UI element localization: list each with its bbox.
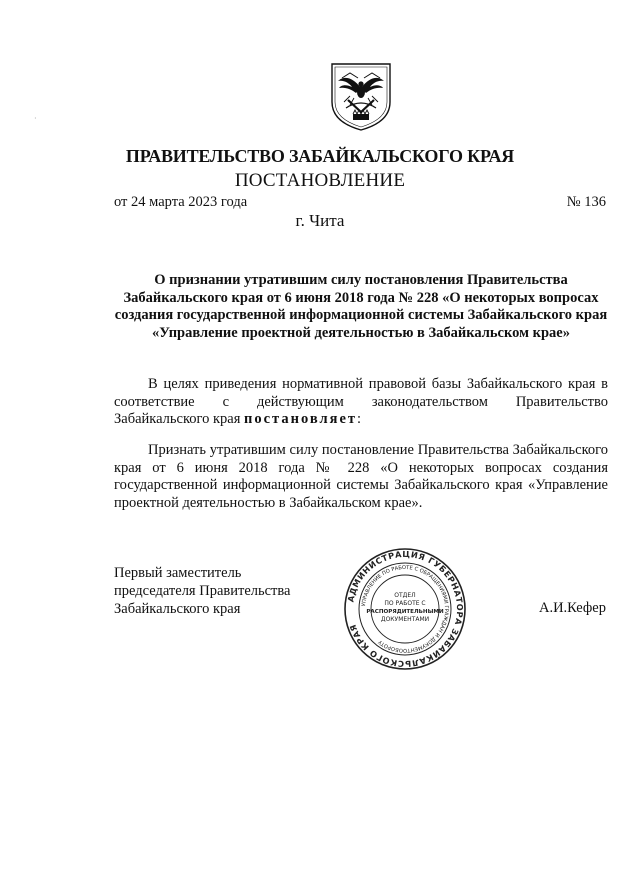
margin-mark: · [34,114,37,123]
resolution-paragraph: Признать утратившим силу постановление Правительства Забайкальского края от 6 июня 2018 года № 228 «О некоторых вопросах создания государственной информационной системы Забайкальского края «Управление проектной деятельностью в Забайкальском крае». [114,442,608,511]
seal-center-text: РАСПОРЯДИТЕЛЬНЫМИ [366,609,444,615]
document-type: ПОСТАНОВЛЕНИЕ [234,170,406,191]
signer-position-line: председателя Правительства [114,583,291,599]
seal-center-text: ДОКУМЕНТАМИ [380,616,430,623]
preamble-paragraph [114,376,608,429]
preamble-text: В целях приведения нормативной правовой базы Забайкальского края в соответствие с действующим законодательством Правительство Забайкальского края [114,376,608,427]
seal-center-text: ОТДЕЛ [394,592,416,599]
signer-position-line: Первый заместитель [114,565,242,581]
signer-name: А.И.Кефер [538,600,606,616]
seal-outer-text: АДМИНИСТРАЦИЯ ГУБЕРНАТОРА ЗАБАЙКАЛЬСКОГО КРАЯ [345,548,466,670]
official-seal-icon [342,546,468,672]
signer-position [114,564,290,618]
decree-colon: : [357,411,362,427]
signer-position-line: Забайкальского края [114,601,241,617]
decree-word: постановляет [244,411,358,427]
document-city: г. Чита [295,211,345,230]
seal-center-text: ПО РАБОТЕ С [384,600,426,607]
document-date: от 24 марта 2023 года [114,194,248,210]
document-title: О признании утратившим силу постановления Правительства Забайкальского края от 6 июня 2018 года № 228 «О некоторых вопросах создания государственной информационной системы Забайкальского края «Управление проектной деятельностью в Забайкальском крае» [114,272,608,341]
seal-inner-text: УПРАВЛЕНИЕ ПО РАБОТЕ С ОБРАЩЕНИЯМИ ГРАЖДАН И ДОКУМЕНТООБОРОТУ [361,564,450,654]
document-number: № 136 [566,194,606,210]
coat-of-arms-icon [328,62,394,132]
organization-name: ПРАВИТЕЛЬСТВО ЗАБАЙКАЛЬСКОГО КРАЯ [125,146,515,166]
